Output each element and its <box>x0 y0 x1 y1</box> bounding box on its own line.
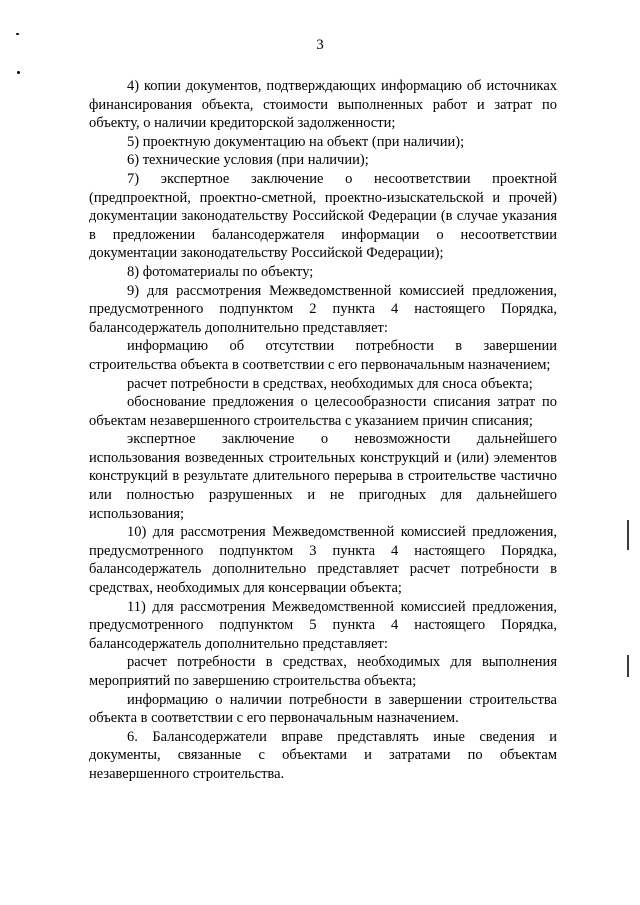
scan-speck <box>16 33 19 35</box>
paragraph-item-11-info: информацию о наличии потребности в завершении строительства объекта в соответствии с его первоначальным назначением. <box>89 691 557 727</box>
paragraph-item-10: 10) для рассмотрения Межведомственной комиссией предложения, предусмотренного подпунктом 3 пункта 4 настоящего Порядка, балансодержатель дополнительно представляет расчет потребности в средствах, необходимых для консервации объекта; <box>89 524 557 597</box>
paragraph-item-9-info: информацию об отсутствии потребности в завершении строительства объекта в соответствии с его первоначальным назначением; <box>89 338 557 373</box>
scan-edge-mark <box>627 520 629 550</box>
paragraph-item-8: 8) фотоматериалы по объекту; <box>127 263 314 280</box>
scan-edge-mark <box>627 655 629 677</box>
paragraph-item-9: 9) для рассмотрения Межведомственной комиссией предложения, предусмотренного подпунктом 2 пункта 4 настоящего Порядка, балансодержатель дополнительно представляет: <box>89 282 557 336</box>
paragraph-clause-6: 6. Балансодержатели вправе представлять иные сведения и документы, связанные с объектами и затратами по объектам незавершенного строительства. <box>89 728 557 782</box>
paragraph-item-9-expert-opinion: экспертное заключение о невозможности дальнейшего использования возведенных строительных конструкций и (или) элементов конструкций в результате длительного перерыва в строительстве частично или полностью разрушенных и не пригодных для дальнейшего использования; <box>89 431 557 522</box>
document-body <box>89 77 557 784</box>
paragraph-item-9-demolition-cost: расчет потребности в средствах, необходимых для сноса объекта; <box>127 375 533 392</box>
paragraph-item-7: 7) экспертное заключение о несоответствии проектной (предпроектной, проектно-сметной, проектно-изыскательской и прочей) документации законодательству Российской Федерации (в случае указания в предложении балансодержателя информации о несоответствии документации законодательству Российской Федерации); <box>89 170 557 262</box>
scan-speck <box>17 71 20 74</box>
paragraph-item-5: 5) проектную документацию на объект (при наличии); <box>127 133 465 150</box>
paragraph-item-11: 11) для рассмотрения Межведомственной комиссией предложения, предусмотренного подпунктом 5 пункта 4 настоящего Порядка, балансодержатель дополнительно представляет: <box>89 598 557 652</box>
paragraph-item-6: 6) технические условия (при наличии); <box>127 152 369 169</box>
paragraph-item-9-justification: обоснование предложения о целесообразности списания затрат по объектам незавершенного строительства с указанием причин списания; <box>89 394 557 429</box>
paragraph-item-11-completion-cost: расчет потребности в средствах, необходимых для выполнения мероприятий по завершению строительства объекта; <box>89 654 557 689</box>
page-number: 3 <box>316 37 324 53</box>
paragraph-item-4: 4) копии документов, подтверждающих информацию об источниках финансирования объекта, стоимости выполненных работ и затрат по объекту, о наличии кредиторской задолженности; <box>89 78 557 132</box>
